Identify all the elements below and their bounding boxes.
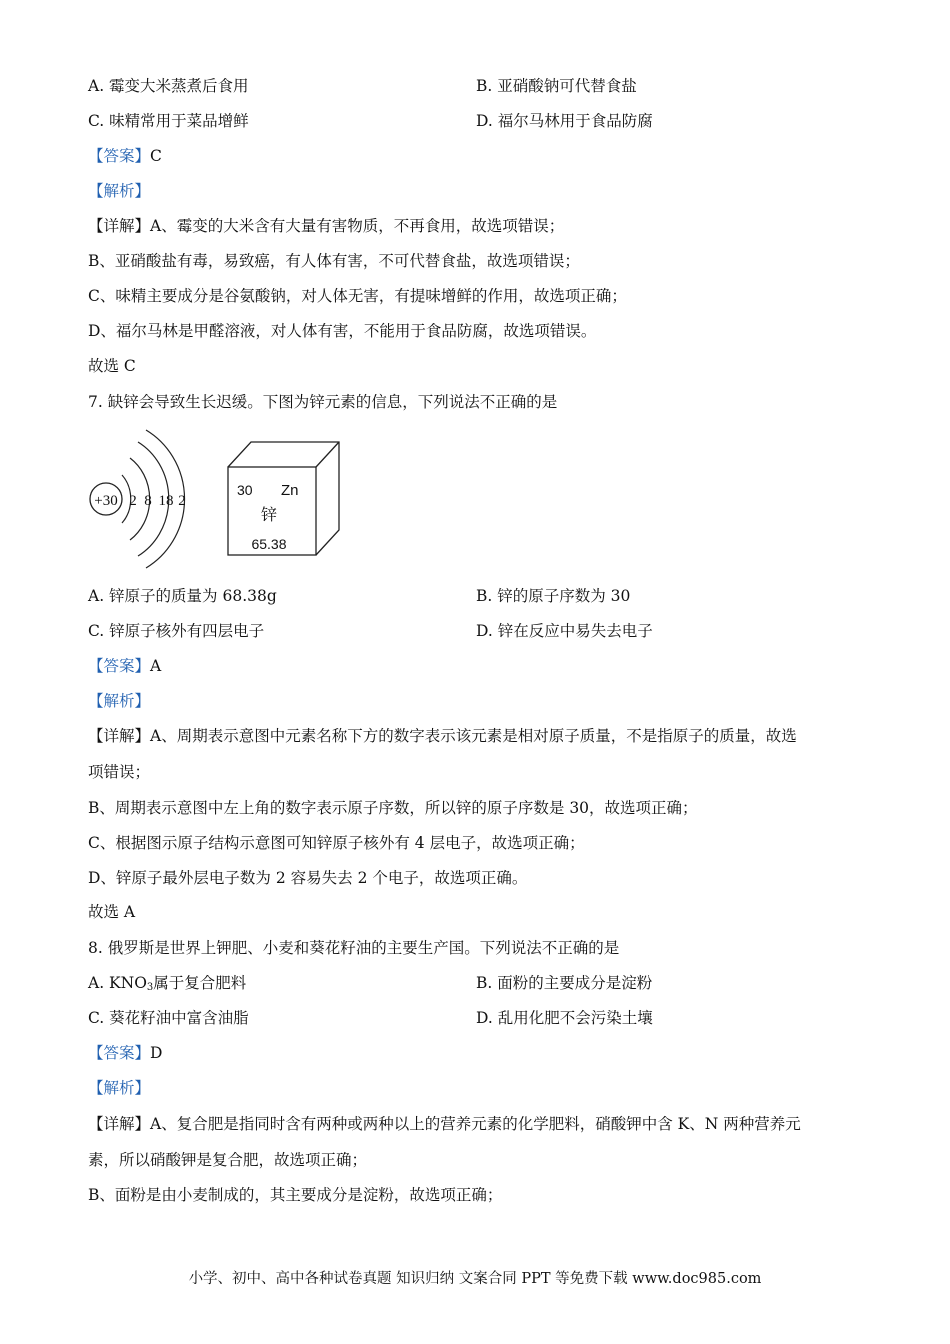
answer-value: A bbox=[150, 657, 162, 675]
q7-stem: 7. 缺锌会导致生长迟缓。下图为锌元素的信息，下列说法不正确的是 bbox=[88, 393, 558, 411]
answer-value: C bbox=[150, 147, 162, 165]
q8-answer bbox=[88, 1042, 162, 1064]
q7-detail-1 bbox=[88, 725, 797, 747]
q6-detail-4: D、福尔马林是甲醛溶液，对人体有害，不能用于食品防腐，故选项错误。 bbox=[88, 322, 597, 340]
periodic-table-cell bbox=[228, 442, 339, 555]
answer-tag: 【答案】 bbox=[88, 657, 151, 675]
q7-option-d: D. 锌在反应中易失去电子 bbox=[476, 622, 653, 640]
q7-detail-1-cont: 项错误； bbox=[88, 763, 151, 781]
detail-text: A、复合肥是指同时含有两种或两种以上的营养元素的化学肥料，硝酸钾中含 K、N 两种营养元 bbox=[150, 1115, 801, 1133]
q8-detail-2: B、面粉是由小麦制成的，其主要成分是淀粉，故选项正确； bbox=[88, 1186, 503, 1204]
answer-tag: 【答案】 bbox=[88, 147, 151, 165]
option-a-text: 属于复合肥料 bbox=[153, 974, 247, 992]
page-footer: 小学、初中、高中各种试卷真题 知识归纳 文案合同 PPT 等免费下载 www.doc985.com bbox=[188, 1271, 762, 1287]
q6-conclusion: 故选 C bbox=[88, 357, 136, 375]
q6-answer bbox=[88, 145, 162, 167]
q6-detail-2: B、亚硝酸盐有毒，易致癌，有人体有害，不可代替食盐，故选项错误； bbox=[88, 252, 580, 270]
q8-option-d: D. 乱用化肥不会污染土壤 bbox=[476, 1009, 653, 1027]
q6-option-c: C. 味精常用于菜品增鲜 bbox=[88, 112, 249, 130]
atomic-mass: 65.38 bbox=[251, 536, 287, 552]
q7-analysis-tag: 【解析】 bbox=[88, 692, 151, 710]
detail-text: A、霉变的大米含有大量有害物质，不再食用，故选项错误； bbox=[150, 217, 565, 235]
q6-option-a: A. 霉变大米蒸煮后食用 bbox=[88, 77, 249, 95]
atom-structure-diagram bbox=[90, 430, 186, 568]
q7-detail-4: D、锌原子最外层电子数为 2 容易失去 2 个电子，故选项正确。 bbox=[88, 869, 528, 887]
shell-electron-count: 2 bbox=[178, 493, 186, 509]
q8-option-c: C. 葵花籽油中富含油脂 bbox=[88, 1009, 249, 1027]
q7-conclusion: 故选 A bbox=[88, 903, 136, 921]
q8-stem: 8. 俄罗斯是世界上钾肥、小麦和葵花籽油的主要生产国。下列说法不正确的是 bbox=[88, 939, 620, 957]
option-a-formula: A. KNO bbox=[88, 974, 147, 992]
q7-option-a: A. 锌原子的质量为 68.38g bbox=[88, 587, 277, 605]
q6-option-b: B. 亚硝酸钠可代替食盐 bbox=[476, 77, 637, 95]
shell-electron-count: 2 bbox=[129, 493, 137, 509]
q8-analysis-tag: 【解析】 bbox=[88, 1079, 151, 1097]
answer-tag: 【答案】 bbox=[88, 1044, 151, 1062]
q6-detail-1 bbox=[88, 215, 564, 237]
q6-detail-3: C、味精主要成分是谷氨酸钠，对人体无害，有提味增鲜的作用，故选项正确； bbox=[88, 287, 627, 305]
detail-tag: 【详解】 bbox=[88, 1115, 151, 1133]
detail-tag: 【详解】 bbox=[88, 217, 151, 235]
element-symbol: Zn bbox=[281, 482, 299, 499]
q8-detail-1-cont: 素，所以硝酸钾是复合肥，故选项正确； bbox=[88, 1151, 368, 1169]
shell-electron-count: 8 bbox=[144, 493, 152, 509]
atomic-number: 30 bbox=[237, 482, 253, 498]
q8-option-a bbox=[88, 972, 246, 999]
q7-option-c: C. 锌原子核外有四层电子 bbox=[88, 622, 265, 640]
q7-option-b: B. 锌的原子序数为 30 bbox=[476, 587, 631, 605]
option-a-subscript: 3 bbox=[146, 982, 154, 993]
zinc-element-figure bbox=[86, 428, 366, 573]
element-name: 锌 bbox=[260, 505, 278, 524]
shell-electron-count: 18 bbox=[158, 493, 174, 509]
q8-option-b: B. 面粉的主要成分是淀粉 bbox=[476, 974, 653, 992]
detail-text: A、周期表示意图中元素名称下方的数字表示该元素是相对原子质量，不是指原子的质量，故选 bbox=[150, 727, 797, 745]
q6-analysis-tag: 【解析】 bbox=[88, 182, 151, 200]
nucleus-label: +30 bbox=[94, 493, 118, 509]
q6-option-d: D. 福尔马林用于食品防腐 bbox=[476, 112, 653, 130]
detail-tag: 【详解】 bbox=[88, 727, 151, 745]
q7-detail-3: C、根据图示原子结构示意图可知锌原子核外有 4 层电子，故选项正确； bbox=[88, 834, 585, 852]
q7-answer bbox=[88, 655, 161, 677]
q7-detail-2: B、周期表示意图中左上角的数字表示原子序数，所以锌的原子序数是 30，故选项正确； bbox=[88, 799, 698, 817]
q8-detail-1 bbox=[88, 1113, 801, 1135]
answer-value: D bbox=[150, 1044, 163, 1062]
